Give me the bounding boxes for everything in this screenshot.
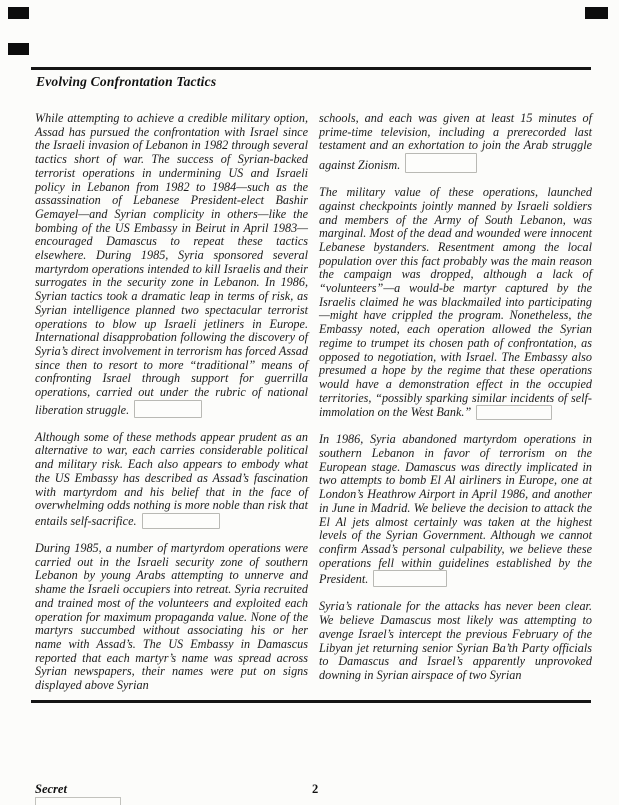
paragraph [319,600,592,682]
header-rule [31,67,591,70]
page-number: 2 [312,782,319,796]
paragraph-text: During 1985, a number of martyrdom operations were carried out in the Israeli security zone of southern Lebanon by young Arabs attempting to unnerve and shame the Israeli occupiers into retreat. Syria recruited and trained most of the volunteers and exploited each operation for maximum propaganda value. None of the martyrs succumbed without associating his or her name with Assad’s. The US Embassy in Damascus reported that each martyr’s name was spread across Syrian newspapers, their names were put on signs displayed above Syrian [35,540,308,693]
paragraph [319,433,592,587]
footer-redaction-box [35,797,121,805]
paragraph [35,431,308,529]
classification-label: Secret [35,782,67,796]
redaction-box [405,153,477,173]
redaction-box [476,405,552,420]
paragraph-text: The military value of these operations, launched against checkpoints jointly manned by Israeli soldiers and members of the Army of South Lebanon, was marginal. Most of the dead and wounded were innocent Lebanese bystanders. Resentment among the local population over this fact probably was the main reason the campaign was dropped, although a lack of “volunteers”—a would-be martyr captured by the Israelis claimed he was blackmailed into participating—might have crippled the program. Nonetheless, the Embassy noted, each operation allowed the Syrian regime to trumpet its chosen path of confrontation, as opposed to negotiation, with Israel. The Embassy also presumed a hope by the regime that these operations would have a demonstration effect in the occupied territories, “possibly sparking similar incidents of self-immolation on the West Bank.” [319,185,592,420]
redacted-stamp-top-left [8,7,29,19]
left-column [35,112,308,706]
paragraph [319,186,592,420]
right-column [319,112,592,706]
body-columns [35,112,592,706]
footer-rule [31,700,591,703]
paragraph [35,542,308,693]
redaction-box [373,570,447,587]
paragraph [319,112,592,173]
redacted-stamp-left [8,43,29,55]
redacted-stamp-top-right [585,7,608,19]
paragraph-text: Syria’s rationale for the attacks has never been clear. We believe Damascus most likely was attempting to avenge Israel’s intercept the previous February of the Libyan jet returning senior Syrian Ba’th Party officials to Damascus and Israel’s apparently unprovoked downing in Syrian airspace of two Syrian [319,599,592,682]
section-title: Evolving Confrontation Tactics [36,74,217,89]
paragraph [35,112,308,418]
paragraph-text: While attempting to achieve a credible military option, Assad has pursued the confrontation with Israel since the Israeli invasion of Lebanon in 1982 through several tactics short of war. The success of Syrian-backed terrorist operations in undermining US and Israeli policy in Lebanon from 1982 to 1984—such as the assassination of Lebanese President-elect Bashir Gemayel—and Syrian complicity in others—like the bombing of the US Embassy in Beirut in April 1983—encouraged Damascus to repeat these tactics elsewhere. During 1985, Syria sponsored several martyrdom operations intended to kill Israelis and their surrogates in the security zone in Lebanon. In 1986, Syrian tactics took a dramatic leap in terms of risk, as Syrian intelligence planned two spectacular terrorist operations to blow up Israeli jetliners in Europe. International disapprobation following the discovery of Syria’s direct involvement in terrorism has forced Assad since then to resort to more “traditional” means of confronting Israel through support for guerrilla operations, carried out under the rubric of national liberation struggle. [35,111,308,417]
redaction-box [134,400,202,418]
paragraph-text: schools, and each was given at least 15 minutes of prime-time television, including a prerecorded last testament and an exhortation to join the Arab struggle against Zionism. [319,111,592,173]
redaction-box [142,513,220,529]
paragraph-text: Although some of these methods appear prudent as an alternative to war, each carries considerable political and military risk. Each also appears to embody what the US Embassy has described as Assad’s fascination with martyrdom and his belief that in the face of overwhelming odds nothing is more noble than risk that entails self-sacrifice. [35,429,308,528]
paragraph-text: In 1986, Syria abandoned martyrdom operations in southern Lebanon in favor of terrorism on the European stage. Damascus was directly implicated in two attempts to bomb El Al airliners in Europe, one at London’s Heathrow Airport in April 1986, and another in June in Madrid. We believe the decision to attack the El Al jets almost certainly was taken at the highest levels of the Syrian Government. Although we cannot confirm Assad’s personal culpability, we believe these operations fell within guidelines established by the President. [319,432,592,587]
